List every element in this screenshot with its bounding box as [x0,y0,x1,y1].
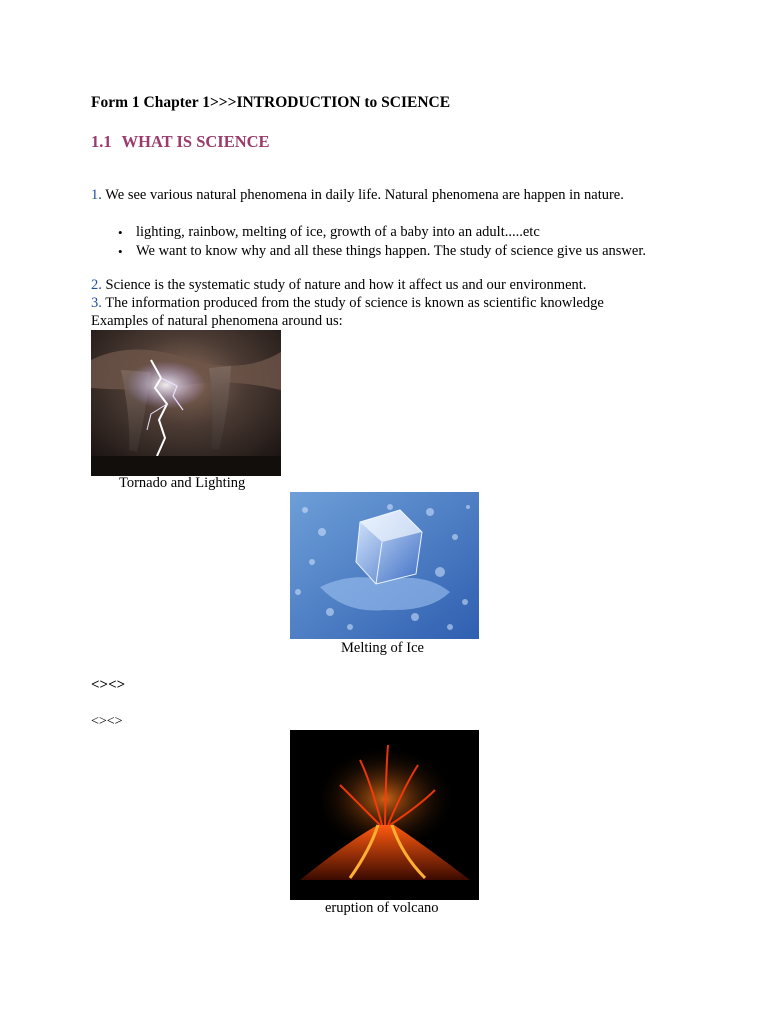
paragraph-1-number: 1. [91,187,102,203]
bullet-list [118,223,646,261]
paragraph-2-number: 2. [91,277,102,293]
volcano-eruption-image [290,730,479,900]
page-title: Form 1 Chapter 1>>>INTRODUCTION to SCIENCE [91,94,451,111]
tornado-caption: Tornado and Lighting [119,475,246,491]
paragraph-3-text: The information produced from the study of science is known as scientific knowledge [105,295,604,311]
paragraph-3-number: 3. [91,295,102,311]
section-number: 1.1 [91,132,112,151]
paragraph-3 [91,295,604,312]
paragraph-2-text: Science is the systematic study of nature and how it affect us and our environment. [105,277,587,293]
examples-intro: Examples of natural phenomena around us: [91,313,343,329]
volcano-caption: eruption of volcano [325,900,439,916]
paragraph-1-text: We see various natural phenomena in daily life. Natural phenomena are happen in nature. [105,187,624,203]
separator-symbol: <><> [91,714,123,729]
separator-symbol: <><> [91,677,126,693]
paragraph-2 [91,277,586,294]
ice-caption: Melting of Ice [341,640,424,656]
bullet-item: • We want to know why and all these things happen. The study of science give us answer. [118,242,646,261]
section-heading [91,132,270,152]
section-title: WHAT IS SCIENCE [121,132,270,151]
melting-ice-image [290,492,479,639]
bullet-item: • lighting, rainbow, melting of ice, growth of a baby into an adult.....etc [118,223,646,242]
tornado-lightning-image [91,330,281,476]
paragraph-1 [91,187,624,204]
